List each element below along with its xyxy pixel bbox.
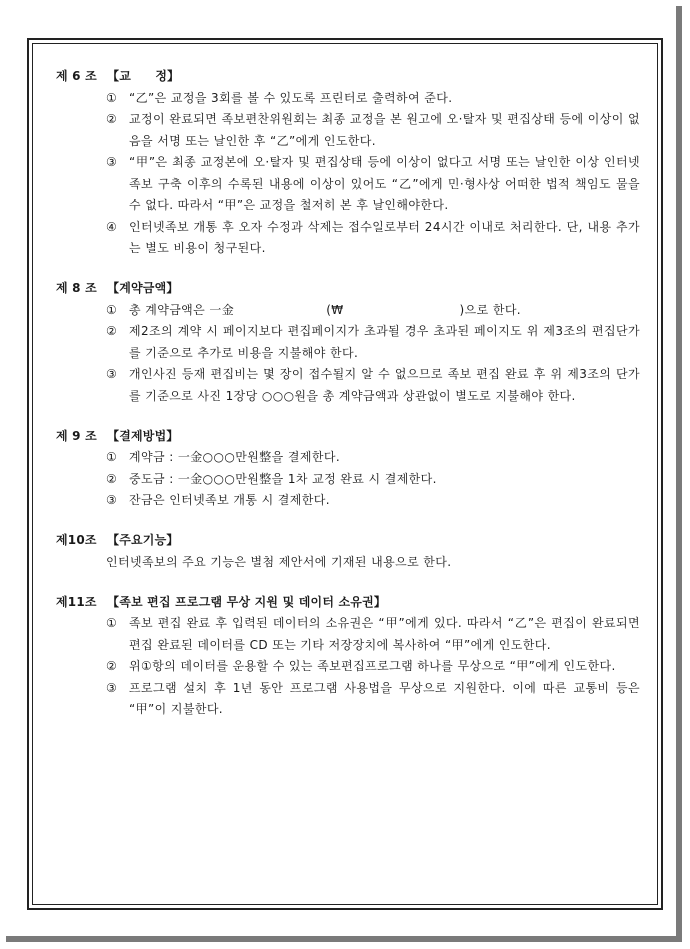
article-title: 【계약금액】 (107, 281, 179, 295)
article-title: 【주요기능】 (107, 533, 179, 547)
clause (56, 109, 640, 152)
article-heading (56, 278, 640, 300)
clause (56, 88, 640, 110)
clause-text: 제2조의 계약 시 페이지보다 편집페이지가 초과될 경우 초과된 페이지도 위 제3조의 편집단가를 기준으로 추가로 비용을 지불해야 한다. (129, 324, 640, 360)
clause-text: “乙”은 교정을 3회를 볼 수 있도록 프린터로 출력하여 준다. (129, 90, 453, 105)
clause (56, 469, 640, 491)
clause-text: 위①항의 데이터를 운용할 수 있는 족보편집프로그램 하나를 무상으로 “甲”에게 인도한다. (129, 659, 616, 673)
article-11 (56, 592, 640, 721)
article-title: 【결제방법】 (107, 428, 179, 443)
article-10 (56, 530, 640, 573)
article-6 (56, 66, 640, 260)
clause-text: “甲”은 최종 교정본에 오·탈자 및 편집상태 등에 이상이 없다고 서명 또는 날인한 이상 인터넷족보 구축 이후의 수록된 내용에 이상이 있어도 “乙”에게 민·형사상 어떠한 법적 책임도 물을 수 없다. 따라서 “甲”은 교정을 철저히 본 후 날인해야한다. (129, 155, 640, 212)
article-heading (56, 530, 640, 552)
article-number: 제 9 조 (56, 428, 97, 443)
clause-text: 잔금은 인터넷족보 개통 시 결제한다. (129, 493, 330, 507)
article-number: 제 6 조 (56, 69, 97, 83)
clause-marker: ② (106, 112, 118, 126)
clause (56, 678, 640, 721)
clause-text: 중도금 : 一金○○○만원整을 1차 교정 완료 시 결제한다. (129, 471, 437, 486)
clause (56, 447, 640, 469)
amount-close: )으로 한다. (459, 302, 522, 317)
clause-text (129, 300, 640, 322)
clause (56, 321, 640, 364)
amount-label: 총 계약금액은 一金 (129, 302, 235, 317)
clause (56, 152, 640, 217)
clause-marker: ④ (106, 219, 118, 234)
clause-marker: ② (106, 471, 118, 486)
clause (56, 656, 640, 678)
clause (56, 217, 640, 260)
clause-marker: ① (106, 450, 118, 464)
clause-marker: ① (106, 302, 118, 317)
clause-text: 개인사진 등재 편집비는 몇 장이 접수될지 알 수 없으므로 족보 편집 완료 후 위 제3조의 단가를 기준으로 사진 1장당 ○○○원을 총 계약금액과 상관없이 별도로 지불해야 한다. (129, 367, 640, 403)
contract-body (56, 66, 640, 739)
article-text: 인터넷족보의 주요 기능은 별첨 제안서에 기재된 내용으로 한다. (106, 554, 452, 569)
clause-marker: ② (106, 659, 118, 673)
clause-marker: ① (106, 90, 118, 105)
article-number: 제10조 (56, 533, 97, 547)
clause (56, 364, 640, 407)
amount-won-open: (₩ (326, 302, 344, 317)
article-heading (56, 66, 640, 88)
article-title: 【족보 편집 프로그램 무상 지원 및 데이터 소유권】 (107, 594, 387, 609)
clause-marker: ② (106, 324, 118, 338)
article-number: 제 8 조 (56, 281, 97, 295)
clause-text: 계약금 : 一金○○○만원整을 결제한다. (129, 450, 341, 464)
clause (56, 490, 640, 512)
clause-text: 인터넷족보 개통 후 오자 수정과 삭제는 접수일로부터 24시간 이내로 처리한다. 단, 내용 추가는 별도 비용이 청구된다. (129, 219, 640, 255)
clause-marker: ③ (106, 155, 118, 169)
article-8 (56, 278, 640, 407)
article-9 (56, 426, 640, 512)
article-number: 제11조 (56, 594, 97, 609)
clause-marker: ① (106, 616, 118, 630)
clause (56, 613, 640, 656)
clause-text: 프로그램 설치 후 1년 동안 프로그램 사용법을 무상으로 지원한다. 이에 따른 교통비 등은 “甲”이 지불한다. (129, 680, 640, 716)
article-title: 【교 정】 (107, 69, 180, 83)
clause (56, 300, 640, 322)
clause-marker: ③ (106, 493, 118, 507)
clause-text: 교정이 완료되면 족보편찬위원회는 최종 교정을 본 원고에 오·탈자 및 편집상태 등에 이상이 없음을 서명 또는 날인한 후 “乙”에게 인도한다. (129, 112, 640, 148)
article-heading (56, 426, 640, 448)
article-heading (56, 592, 640, 614)
clause-marker: ③ (106, 680, 118, 695)
clause-text: 족보 편집 완료 후 입력된 데이터의 소유권은 “甲”에게 있다. 따라서 “乙”은 편집이 완료되면 편집 완료된 데이터를 CD 또는 기타 저장장치에 복사하여 “甲”에게 인도한다. (129, 616, 640, 652)
clause-marker: ③ (106, 367, 118, 381)
